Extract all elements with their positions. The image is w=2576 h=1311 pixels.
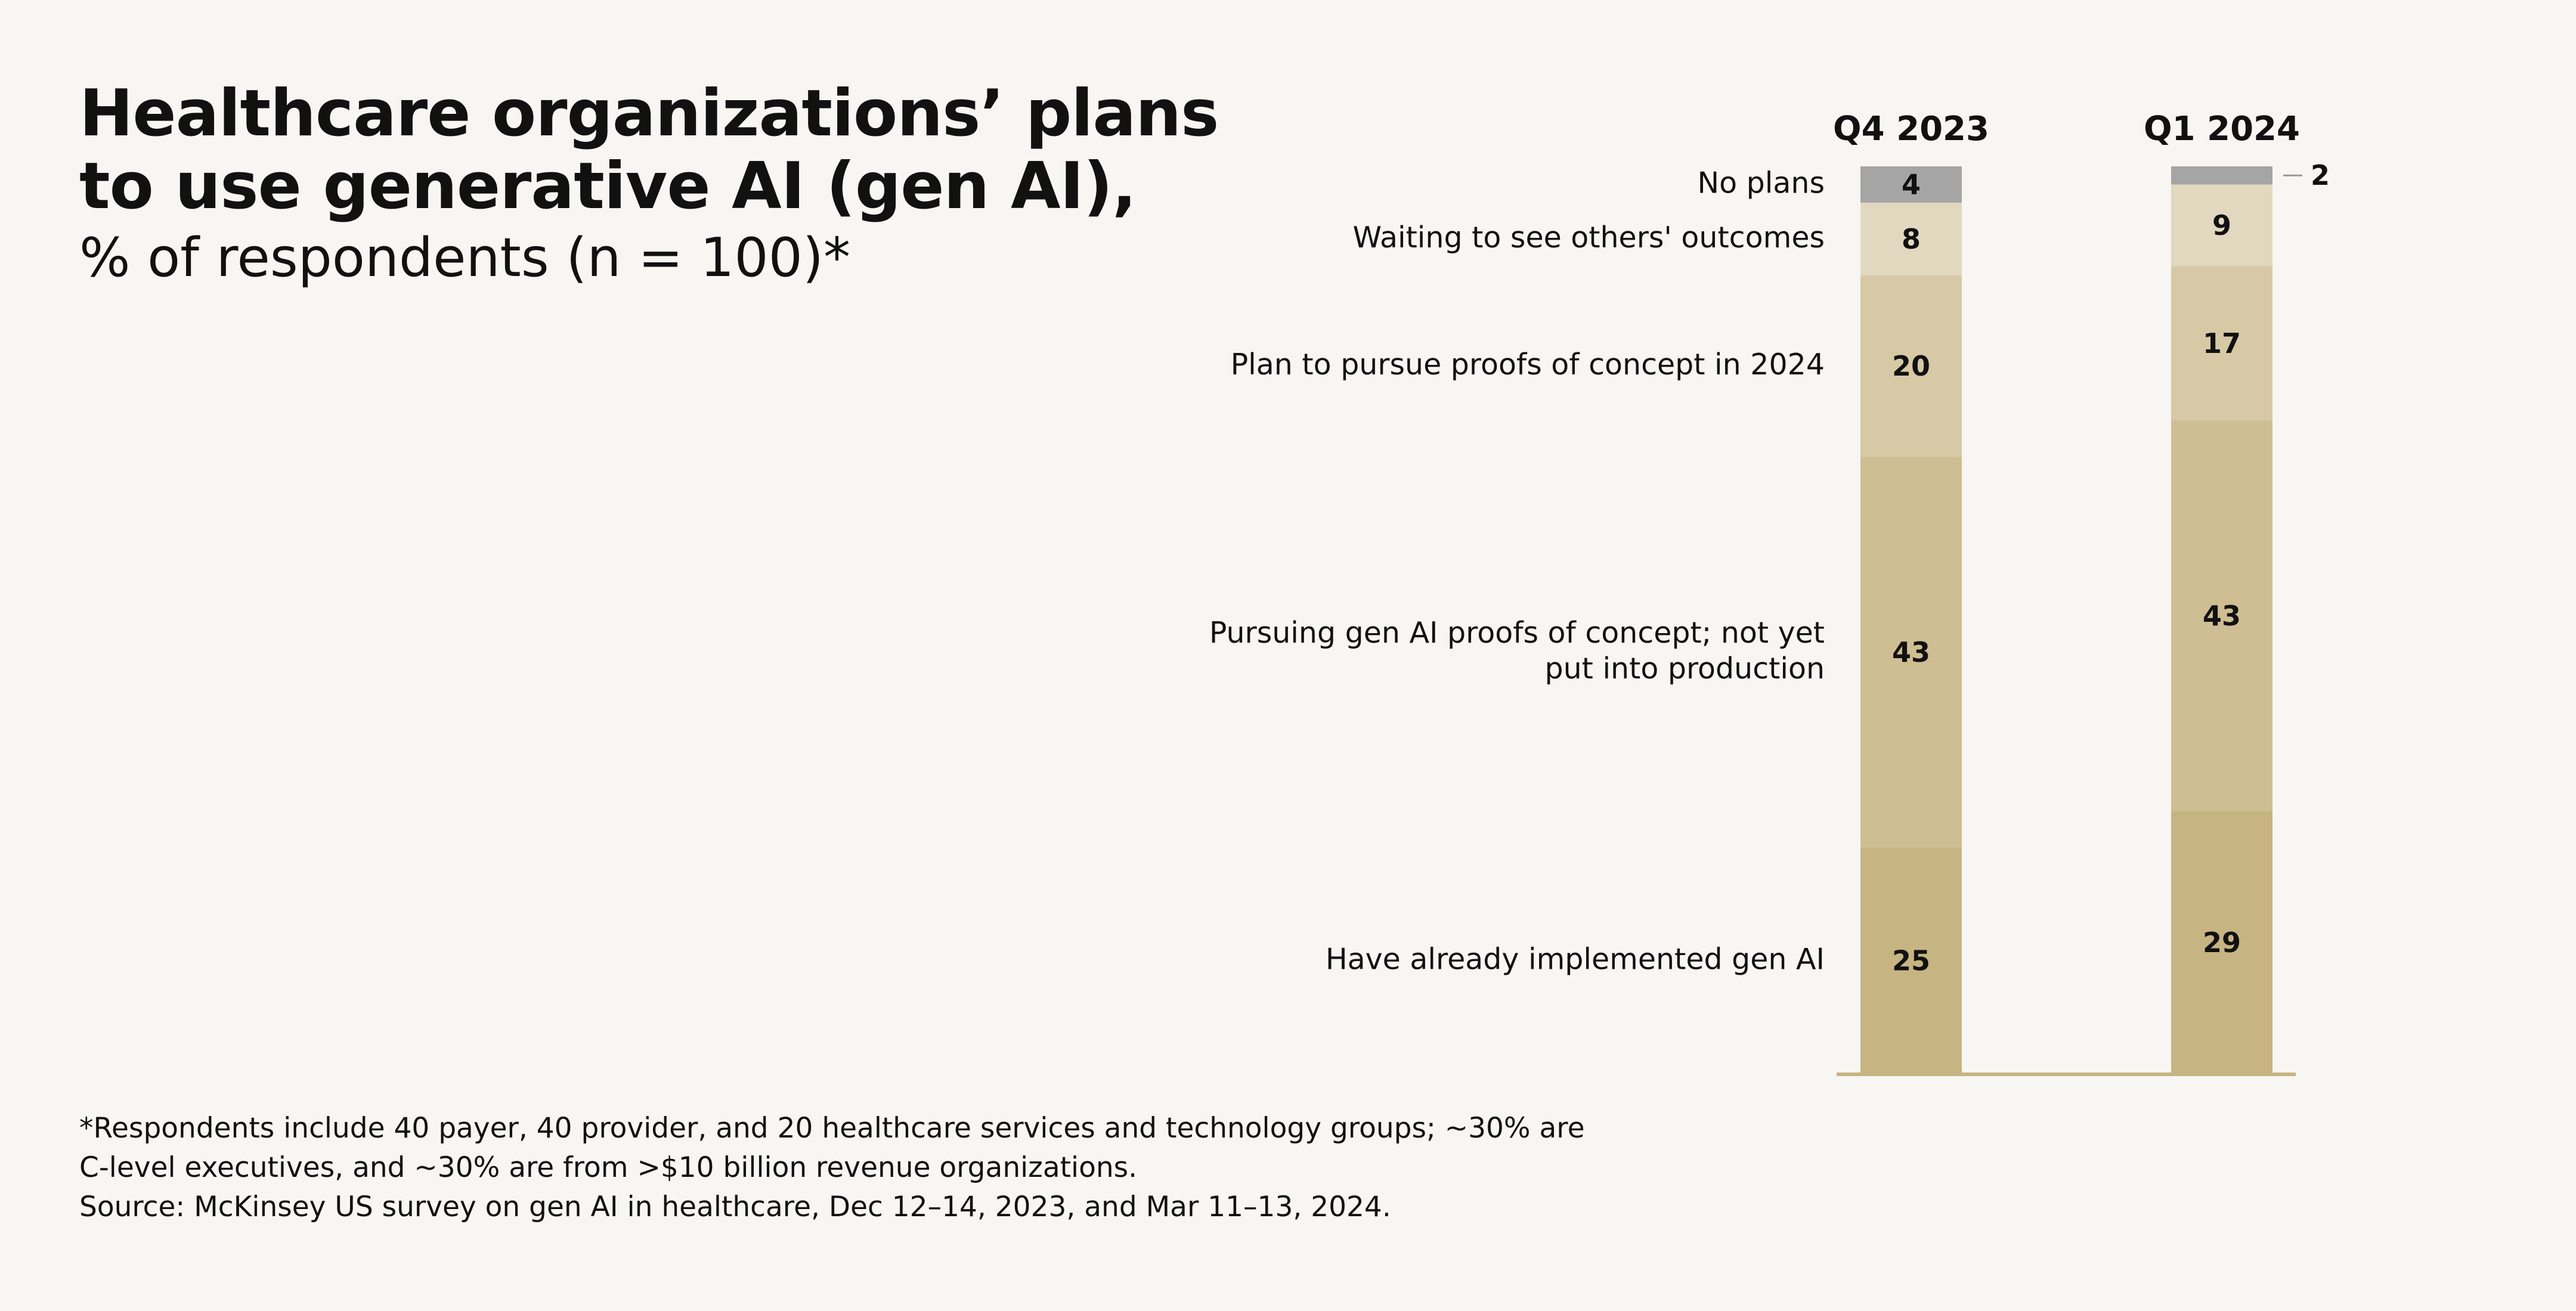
value-label-q1-2024-waiting-to-see-others-outcomes: 9 xyxy=(2212,209,2232,241)
series-label-line: Waiting to see others' outcomes xyxy=(1352,220,1825,255)
bar-segment-q1-2024-no-plans xyxy=(2171,166,2272,184)
series-label-have-already-implemented-gen-ai xyxy=(1326,943,1825,977)
footnotes xyxy=(79,1109,1630,1227)
value-label-q4-2023-have-already-implemented-gen-ai: 25 xyxy=(1891,944,1931,977)
chart-title-line-2: to use generative AI (gen AI), xyxy=(79,149,1137,224)
series-label-line: Pursuing gen AI proofs of concept; not yet xyxy=(1209,615,1825,650)
series-label-line: No plans xyxy=(1697,166,1825,200)
category-header-q1-2024: Q1 2024 xyxy=(2144,110,2300,148)
footnote-respondents-line-2: C-level executives, and ~30% are from >$10 billion revenue organizations. xyxy=(79,1151,1138,1184)
series-label-pursuing-gen-ai-proofs-of-concept-not-yet-put-into-production xyxy=(1209,616,1825,686)
value-label-q1-2024-plan-to-pursue-proofs-of-concept-in-2024: 17 xyxy=(2202,327,2241,359)
value-label-q1-2024-have-already-implemented-gen-ai: 29 xyxy=(2202,926,2241,959)
value-label-q1-2024-no-plans: 2 xyxy=(2311,159,2330,192)
series-label-line: Have already implemented gen AI xyxy=(1325,942,1825,977)
value-label-q1-2024-pursuing-gen-ai-proofs-of-concept-not-yet-put-into-production: 43 xyxy=(2202,599,2241,632)
value-label-q4-2023-waiting-to-see-others-outcomes: 8 xyxy=(1901,222,1921,255)
series-label-no-plans xyxy=(1697,166,1825,200)
value-label-q4-2023-pursuing-gen-ai-proofs-of-concept-not-yet-put-into-production: 43 xyxy=(1891,636,1931,668)
series-label-waiting-to-see-others-outcomes xyxy=(1353,221,1825,255)
chart-title-line-1: Healthcare organizations’ plans xyxy=(79,76,1219,151)
footnote-respondents-line-1: *Respondents include 40 payer, 40 provider, and 20 healthcare services and technology groups; ~30% are xyxy=(79,1112,1585,1145)
footnote-source: Source: McKinsey US survey on gen AI in healthcare, Dec 12–14, 2023, and Mar 11–13, 2024. xyxy=(79,1191,1391,1223)
series-label-line: Plan to pursue proofs of concept in 2024 xyxy=(1230,348,1825,382)
value-label-q4-2023-no-plans: 4 xyxy=(1901,168,1921,201)
value-label-q4-2023-plan-to-pursue-proofs-of-concept-in-2024: 20 xyxy=(1891,350,1931,383)
series-label-line: put into production xyxy=(1544,651,1825,686)
series-label-plan-to-pursue-proofs-of-concept-in-2024 xyxy=(1231,348,1825,382)
chart-subtitle: % of respondents (n = 100)* xyxy=(79,227,851,289)
category-header-q4-2023: Q4 2023 xyxy=(1833,110,1989,148)
